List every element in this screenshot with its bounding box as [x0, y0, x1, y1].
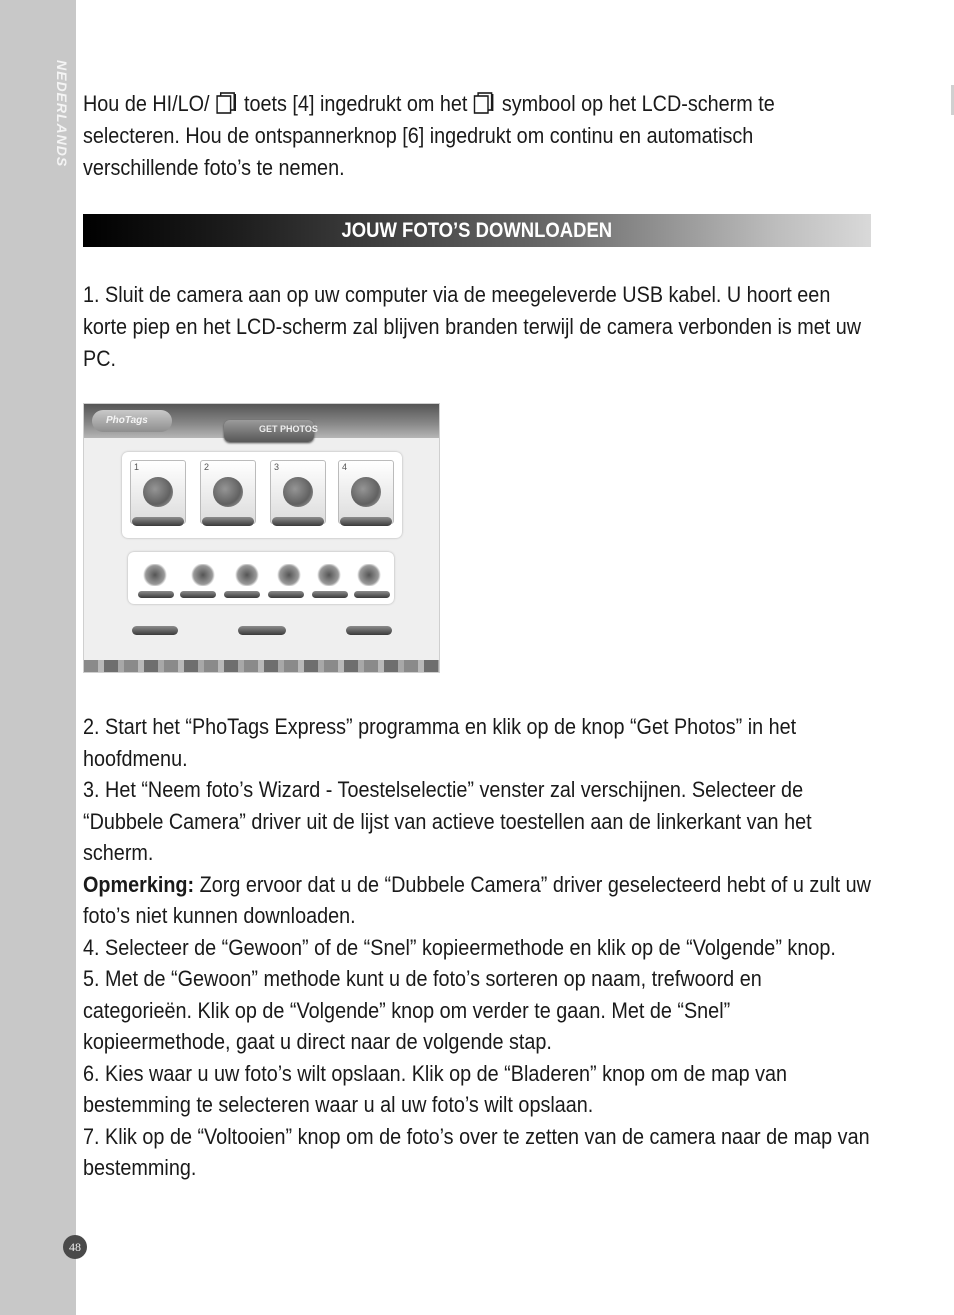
menu-tile-3: 3 [270, 460, 326, 524]
tool-label-1 [138, 591, 174, 598]
note [83, 869, 873, 932]
tool-label-2 [180, 591, 216, 598]
intro-text-2: toets [4] ingedrukt om het [244, 91, 468, 116]
tool-2 [190, 564, 216, 586]
step-5: 5. Met de “Gewoon” methode kunt u de foto’s sorteren op naam, trefwoord en categorieën. Klik op de “Volgende” knop om verder te gaan. Met de “Snel” kopieermethode, gaat u direct naar de volgende stap. [83, 966, 762, 1054]
step-1 [83, 279, 873, 375]
screenshot-taskbar [84, 660, 439, 672]
tool-label-4 [268, 591, 304, 598]
continuous-shot-icon [215, 91, 238, 115]
intro-paragraph [83, 88, 873, 184]
tool-label-3 [224, 591, 260, 598]
steps-list [83, 711, 873, 1184]
section-header [83, 214, 871, 247]
menu-tile-2: 2 [200, 460, 256, 524]
note-label: Opmerking: [83, 871, 195, 897]
step-6: 6. Kies waar u uw foto’s wilt opslaan. Klik op de “Bladeren” knop om de map van bestemming te selecteren waar u al uw foto’s wilt opslaan. [83, 1060, 788, 1117]
tool-label-5 [312, 591, 348, 598]
intro-text-3: symbool op het LCD-scherm te selecteren. Hou de ontspannerknop [6] ingedrukt om continu en automatisch verschillende foto’s te nemen. [83, 91, 775, 180]
step-3: 3. Het “Neem foto’s Wizard - Toestelselectie” venster zal verschijnen. Selecteer de “Dubbele Camera” driver uit de lijst van actieve toestellen aan de linkerkant van het scherm. [83, 777, 812, 865]
tool-3 [234, 564, 260, 586]
bottom-button-1 [132, 626, 178, 635]
tool-label-6 [354, 591, 390, 598]
section-title: JOUW FOTO’S DOWNLOADEN [341, 218, 613, 242]
tab-text: GET PHOTOS [259, 424, 318, 434]
step-1-text: 1. Sluit de camera aan op uw computer via de meegeleverde USB kabel. U hoort een korte piep en het LCD-scherm zal blijven branden terwijl de camera verbonden is met uw PC. [83, 282, 862, 371]
logo-text: PhoTags [106, 415, 148, 426]
tool-6 [356, 564, 382, 586]
tile-label-1 [132, 517, 184, 526]
menu-tile-4: 4 [338, 460, 394, 524]
bottom-button-3 [346, 626, 392, 635]
step-7: 7. Klik op de “Voltooien” knop om de foto’s over te zetten van de camera naar de map van bestemming. [83, 1123, 870, 1180]
page-number: 48 [63, 1235, 87, 1259]
tool-5 [316, 564, 342, 586]
note-text: Zorg ervoor dat u de “Dubbele Camera” driver geselecteerd hebt of u zult uw foto’s niet kunnen downloaden. [83, 871, 871, 928]
step-4: 4. Selecteer de “Gewoon” of de “Snel” kopieermethode en klik op de “Volgende” knop. [83, 934, 836, 960]
intro-text-1: Hou de HI/LO/ [83, 91, 210, 116]
software-screenshot [83, 403, 440, 673]
continuous-shot-icon [473, 91, 496, 115]
tile-label-3 [272, 517, 324, 526]
tool-4 [276, 564, 302, 586]
side-band [0, 0, 76, 1315]
step-2: 2. Start het “PhoTags Express” programma en klik op de knop “Get Photos” in het hoofdmenu. [83, 714, 797, 771]
bottom-button-2 [238, 626, 286, 635]
tile-label-4 [340, 517, 392, 526]
tile-label-2 [202, 517, 254, 526]
language-label: NEDERLANDS [54, 60, 70, 168]
menu-tile-1: 1 [130, 460, 186, 524]
tool-1 [142, 564, 168, 586]
